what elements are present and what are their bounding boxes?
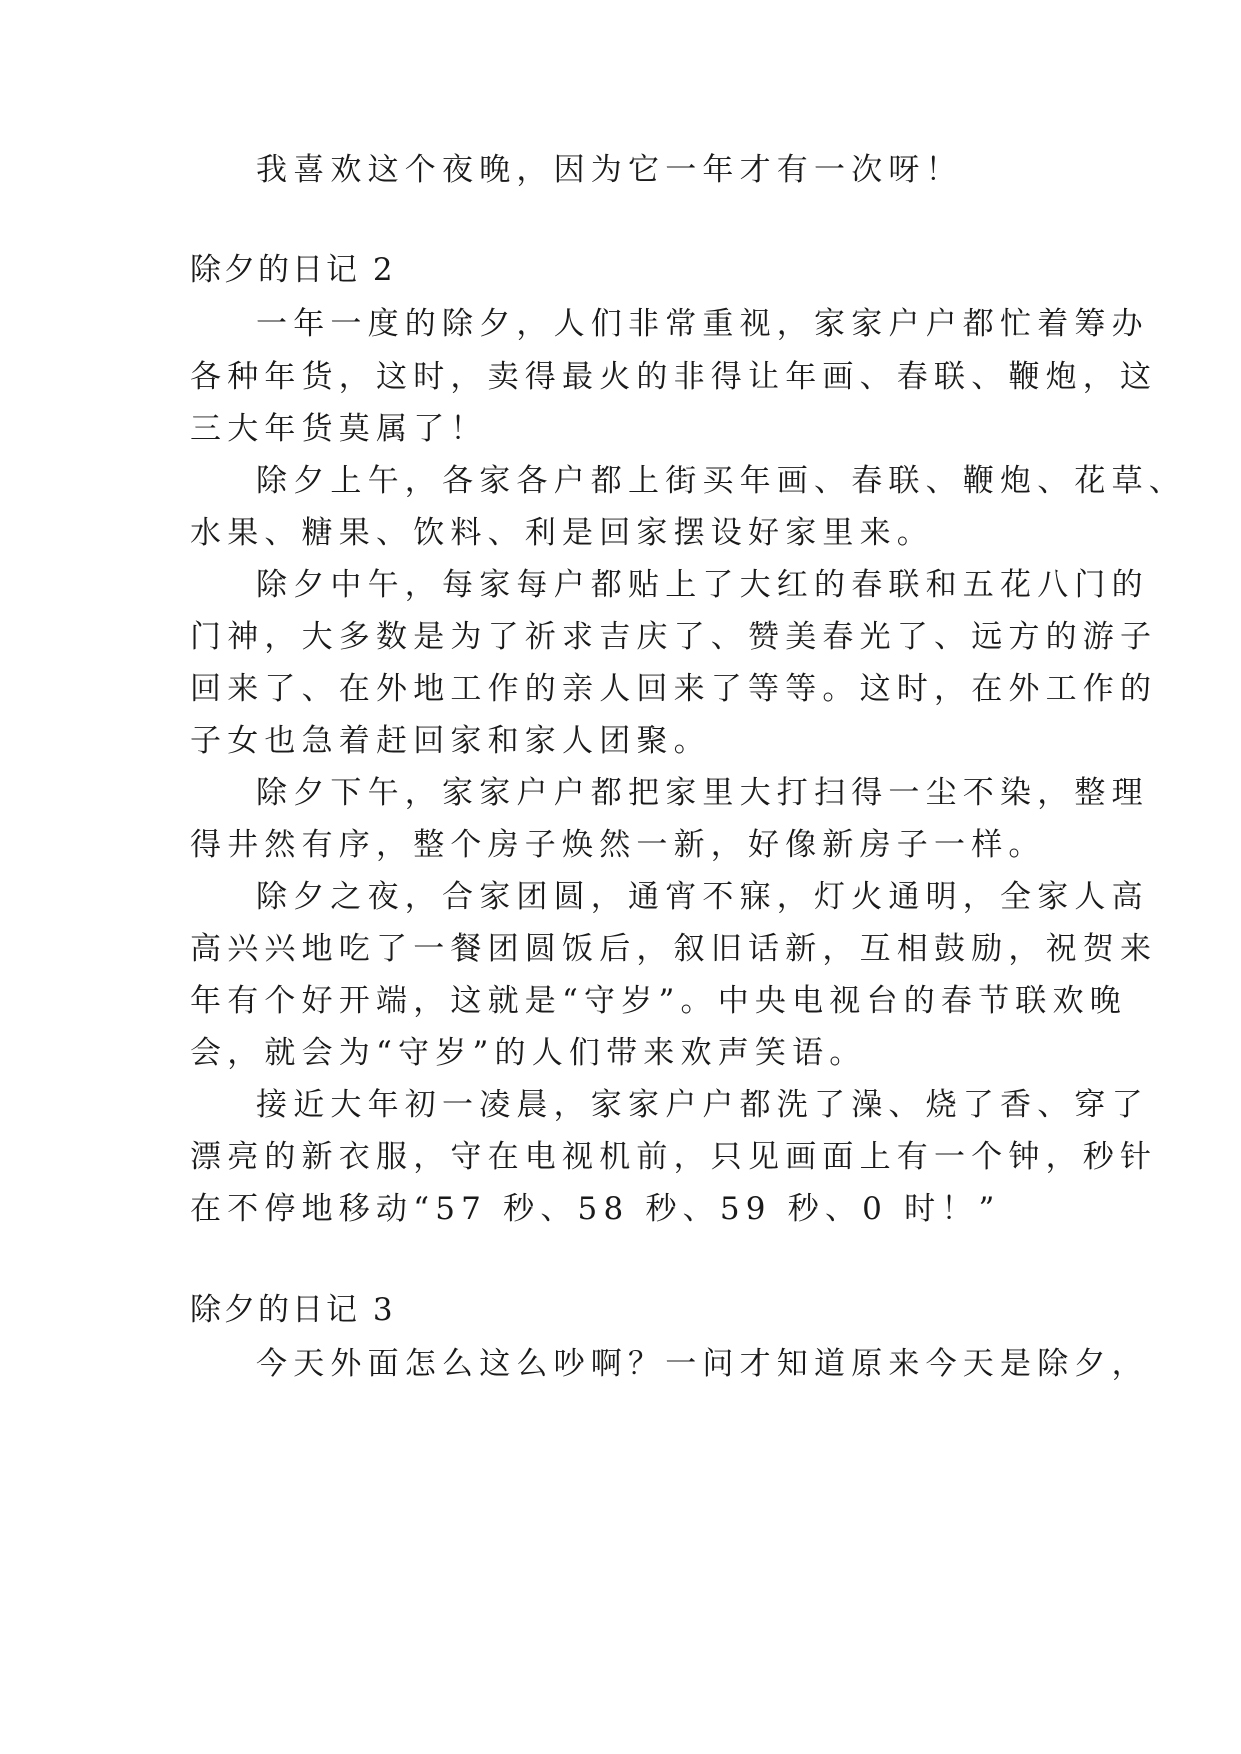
section-heading-3: 除夕的日记 3 [190, 1292, 396, 1328]
paragraph-line: 回来了、在外地工作的亲人回来了等等。这时，在外工作的 [190, 671, 1158, 707]
paragraph-line: 漂亮的新衣服，守在电视机前，只见画面上有一个钟，秒针 [190, 1139, 1158, 1175]
paragraph-line: 一年一度的除夕，人们非常重视，家家户户都忙着筹办 [256, 306, 1149, 342]
paragraph-line: 高兴兴地吃了一餐团圆饭后，叙旧话新，互相鼓励，祝贺来 [190, 931, 1158, 967]
paragraph-line: 除夕上午，各家各户都上街买年画、春联、鞭炮、花草、 [256, 463, 1186, 499]
paragraph-line: 会，就会为“守岁”的人们带来欢声笑语。 [190, 1035, 867, 1071]
paragraph-line: 三大年货莫属了！ [190, 411, 488, 447]
paragraph-line: 除夕中午，每家每户都贴上了大红的春联和五花八门的 [256, 567, 1149, 603]
paragraph-line: 门神，大多数是为了祈求吉庆了、赞美春光了、远方的游子 [190, 619, 1158, 655]
paragraph-line: 我喜欢这个夜晚，因为它一年才有一次呀！ [256, 152, 963, 188]
paragraph-line: 各种年货，这时，卖得最火的非得让年画、春联、鞭炮，这 [190, 359, 1158, 395]
paragraph-line: 除夕之夜，合家团圆，通宵不寐，灯火通明，全家人高 [256, 879, 1149, 915]
section-heading-2: 除夕的日记 2 [190, 252, 396, 288]
paragraph-line: 得井然有序，整个房子焕然一新，好像新房子一样。 [190, 827, 1046, 863]
paragraph-line: 年有个好开端，这就是“守岁”。中央电视台的春节联欢晚 [190, 983, 1127, 1019]
paragraph-line: 子女也急着赶回家和家人团聚。 [190, 723, 711, 759]
paragraph-line: 接近大年初一凌晨，家家户户都洗了澡、烧了香、穿了 [256, 1087, 1149, 1123]
paragraph-line: 除夕下午，家家户户都把家里大打扫得一尘不染，整理 [256, 775, 1149, 811]
paragraph-line: 水果、糖果、饮料、利是回家摆设好家里来。 [190, 515, 934, 551]
paragraph-line: 在不停地移动“57 秒、58 秒、59 秒、0 时！” [190, 1191, 1001, 1227]
paragraph-line: 今天外面怎么这么吵啊？一问才知道原来今天是除夕， [256, 1346, 1149, 1382]
